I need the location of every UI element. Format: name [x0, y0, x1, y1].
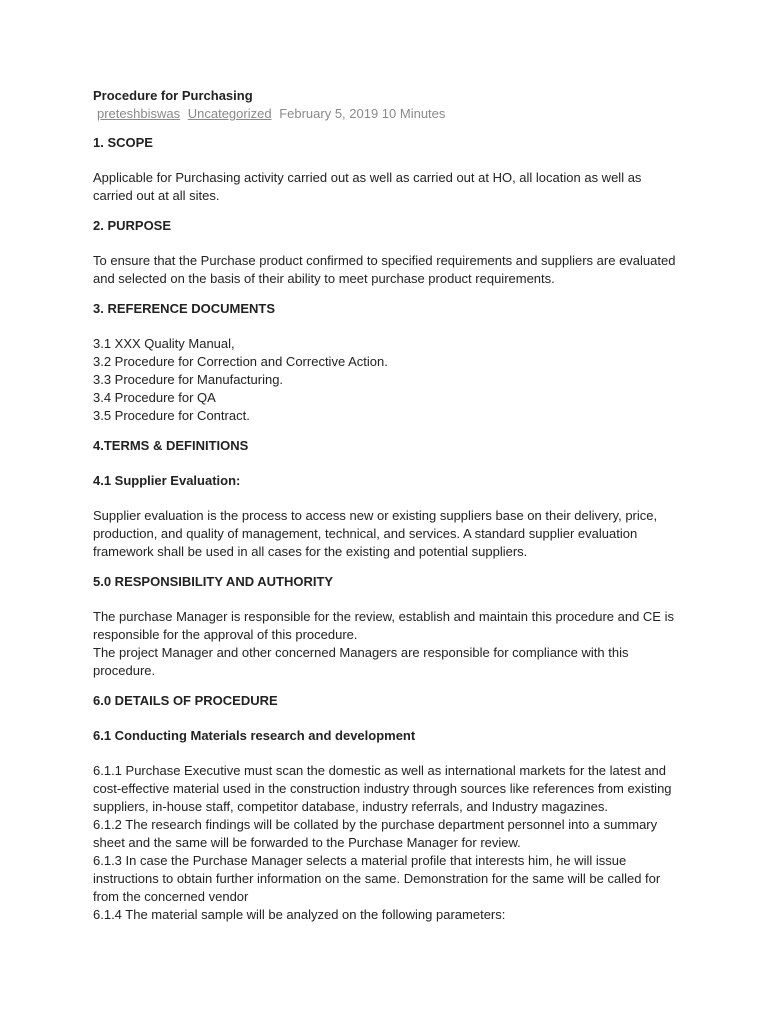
details-line: 6.1.4 The material sample will be analyzed on the following parameters:	[93, 907, 506, 922]
details-line: 6.1.3 In case the Purchase Manager selects a material profile that interests him, he will issue instructions to obtain further information on the same. Demonstration for the same will be called for from the concerned vendor	[93, 853, 661, 904]
purpose-text: To ensure that the Purchase product confirmed to specified requirements and suppliers are evaluated and selected on the basis of their ability to meet purchase product requirements.	[93, 253, 676, 286]
responsibility-line: The purchase Manager is responsible for the review, establish and maintain this procedure and CE is responsible for the approval of this procedure.	[93, 609, 674, 642]
scope-heading: 1. SCOPE	[93, 135, 153, 150]
terms-heading: 4.TERMS & DEFINITIONS	[93, 438, 249, 453]
reference-item: 3.4 Procedure for QA	[93, 390, 216, 405]
author-link[interactable]: preteshbiswas	[97, 106, 181, 121]
post-date-read-time: February 5, 2019 10 Minutes	[279, 106, 446, 121]
page-title: Procedure for Purchasing	[93, 88, 253, 103]
details-heading: 6.0 DETAILS OF PROCEDURE	[93, 693, 278, 708]
responsibility-line: The project Manager and other concerned Managers are responsible for compliance with this procedure.	[93, 645, 629, 678]
reference-item: 3.3 Procedure for Manufacturing.	[93, 372, 284, 387]
category-link[interactable]: Uncategorized	[187, 106, 272, 121]
reference-item: 3.1 XXX Quality Manual,	[93, 336, 235, 351]
reference-heading: 3. REFERENCE DOCUMENTS	[93, 301, 276, 316]
scope-text: Applicable for Purchasing activity carried out as well as carried out at HO, all location as well as carried out at all sites.	[93, 170, 642, 203]
details-text	[93, 762, 683, 924]
reference-list	[93, 335, 683, 425]
reference-item: 3.5 Procedure for Contract.	[93, 408, 250, 423]
responsibility-heading: 5.0 RESPONSIBILITY AND AUTHORITY	[93, 574, 334, 589]
terms-subheading: 4.1 Supplier Evaluation:	[93, 473, 241, 488]
terms-text: Supplier evaluation is the process to access new or existing suppliers base on their delivery, price, production, and quality of management, technical, and services. A standard supplier evaluation framework shall be used in all cases for the existing and potential suppliers.	[93, 508, 658, 559]
responsibility-text	[93, 608, 683, 680]
purpose-heading: 2. PURPOSE	[93, 218, 172, 233]
details-line: 6.1.1 Purchase Executive must scan the domestic as well as international markets for the latest and cost-effective material used in the construction industry through sources like references from existing suppliers, in-house staff, competitor database, industry referrals, and Industry magazines.	[93, 763, 672, 814]
details-subheading: 6.1 Conducting Materials research and development	[93, 728, 416, 743]
document-body	[93, 87, 683, 936]
reference-item: 3.2 Procedure for Correction and Corrective Action.	[93, 354, 388, 369]
post-meta	[93, 105, 683, 123]
details-line: 6.1.2 The research findings will be collated by the purchase department personnel into a summary sheet and the same will be forwarded to the Purchase Manager for review.	[93, 817, 658, 850]
